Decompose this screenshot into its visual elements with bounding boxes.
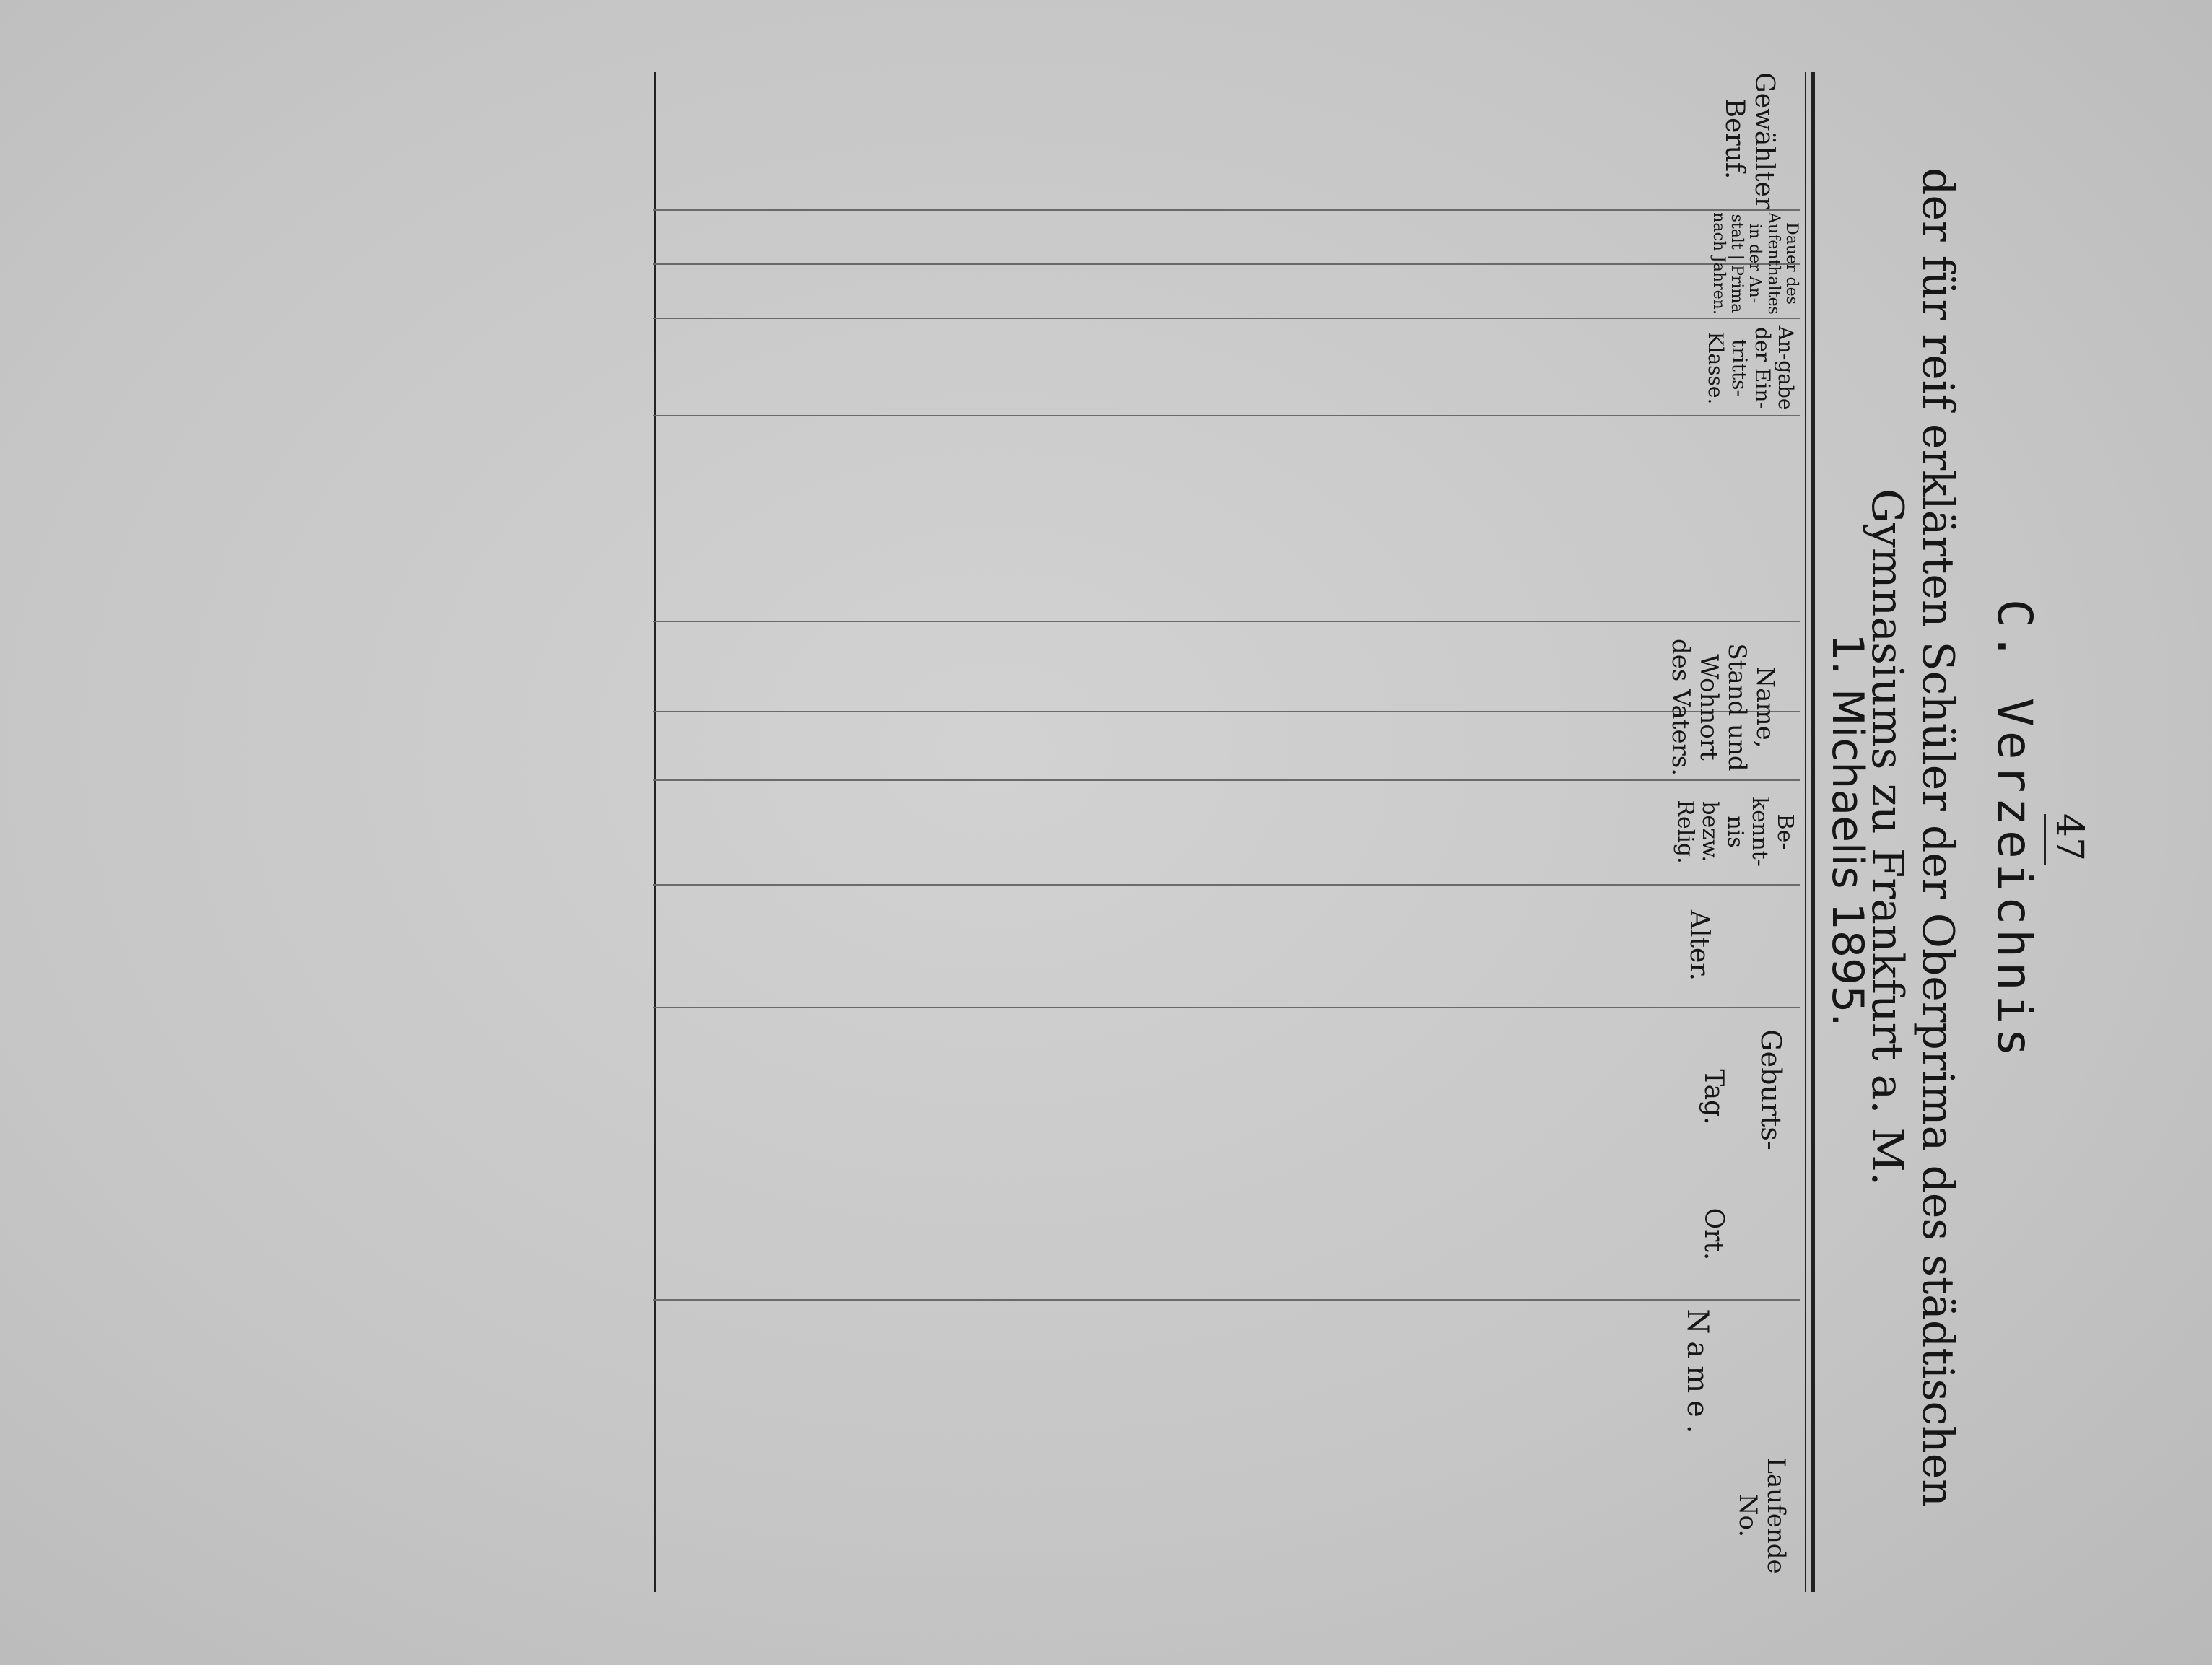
col-sep [653,779,1800,781]
page-number-rule [2044,814,2046,865]
col-head-entry-class: An-gabe der Ein-tritts-Klasse. [1704,325,1798,411]
col-sep [653,884,1800,886]
col-head-religion: Be-kennt-nis bezw. Relig. [1673,797,1798,867]
col-sep [653,1299,1800,1301]
col-sep [653,318,1800,319]
page-subtitle: der für reif erklärten Schüler der Oberprima des städtischen Gymnasiums zu Frankfurt a. M. [1862,167,1963,1507]
col-sep [653,209,1800,211]
table-top-rule-thin [1805,72,1806,1592]
page-title: C. Verzeichnis [1987,598,2042,1062]
col-head-profession: Gewählter Beruf. [1719,72,1779,210]
col-head-no: Laufende No. [1733,1457,1790,1574]
col-head-father: Name, Stand und Wohnort des Vaters. [1665,638,1780,777]
table-left-rule [654,72,656,1592]
col-sep [653,621,1800,622]
col-head-place: Ort. [1699,1207,1728,1261]
col-head-duration: Dauer des Aufenthaltes in der An-stalt | Prima nach Jahren. [1709,212,1800,315]
page-number: 47 [2047,813,2091,862]
table-top-rule [1811,72,1815,1592]
col-head-birth: Geburts- [1755,1029,1787,1150]
col-head-day: Tag. [1699,1069,1728,1125]
col-sep [653,1007,1800,1008]
section-heading: 1. Michaelis 1895. [1822,633,1873,1027]
col-sep [653,711,1800,712]
col-sep [653,415,1800,416]
col-head-age: Alter. [1684,910,1714,981]
col-head-name: Name. [1681,1308,1714,1441]
col-sep [653,263,1800,265]
